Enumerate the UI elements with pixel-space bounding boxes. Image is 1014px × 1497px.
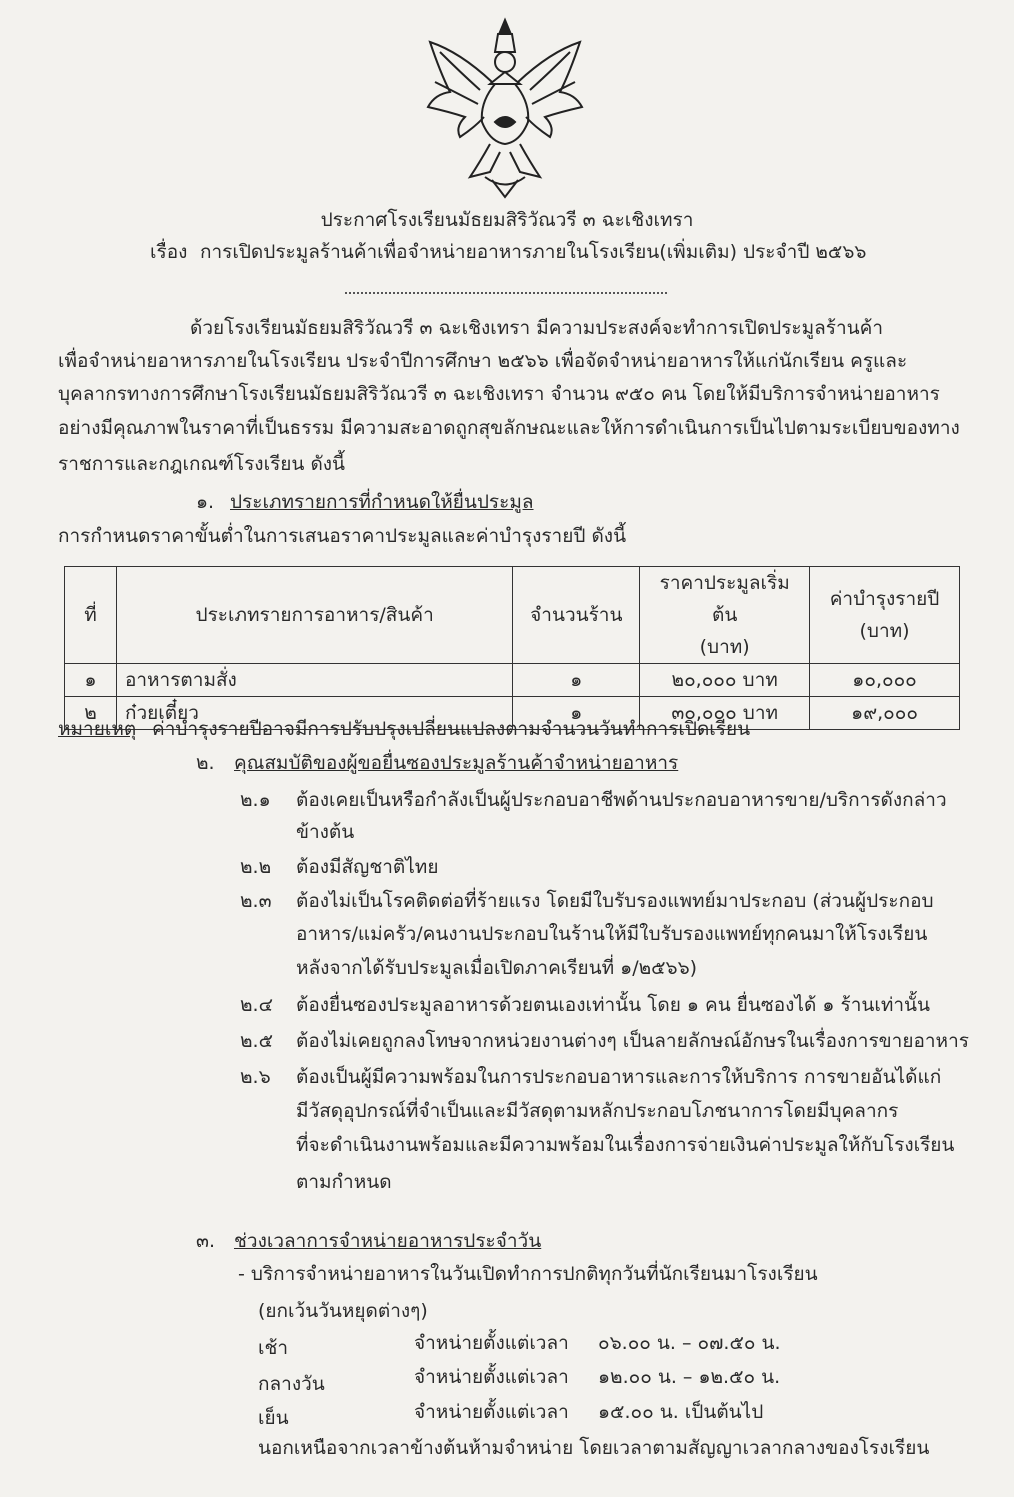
item-number: ๒.๒ — [240, 856, 272, 878]
item-number: ๒.๔ — [240, 994, 273, 1016]
section2-heading: คุณสมบัติของผู้ขอยื่นซองประมูลร้านค้าจำหน่ายอาหาร — [234, 752, 679, 774]
item-line: ตามกำหนด — [296, 1171, 392, 1193]
intro-line: ราชการและกฎเกณฑ์โรงเรียน ดังนี้ — [58, 453, 346, 475]
table-header-no: ที่ — [65, 567, 117, 664]
item-line: ที่จะดำเนินงานพร้อมและมีความพร้อมในเรื่องการจ่ายเงินค่าประมูลให้กับโรงเรียน — [296, 1134, 955, 1156]
item-line: ต้องไม่เคยถูกลงโทษจากหน่วยงานต่างๆ เป็นลายลักษณ์อักษรในเรื่องการขายอาหาร — [296, 1030, 969, 1052]
section1-desc: การกำหนดราคาขั้นต่ำในการเสนอราคาประมูลและค่าบำรุงรายปี ดังนี้ — [58, 525, 627, 547]
table-cell-item: ก๋วยเตี๋ยว — [116, 697, 512, 730]
table-cell-shops: ๑ — [513, 664, 640, 697]
schedule-time: ๐๖.๐๐ น. – ๐๗.๕๐ น. — [598, 1332, 781, 1354]
schedule-period: เย็น — [258, 1407, 289, 1429]
table-header-price-label: ราคาประมูลเริ่มต้น — [659, 572, 790, 626]
intro-line: อย่างมีคุณภาพในราคาที่เป็นธรรม มีความสะอาดถูกสุขลักษณะและให้การดำเนินการเป็นไปตามระเบียบของทาง — [58, 417, 960, 439]
table-header-fee-unit: (บาท) — [859, 620, 910, 642]
item-line: ต้องเคยเป็นหรือกำลังเป็นผู้ประกอบอาชีพด้านประกอบอาหารขาย/บริการดังกล่าว — [296, 789, 947, 811]
table-cell-no: ๑ — [65, 664, 117, 697]
table-cell-item: อาหารตามสั่ง — [116, 664, 512, 697]
intro-line: บุคลากรทางการศึกษาโรงเรียนมัธยมสิริวัณวรี ๓ ฉะเชิงเทรา จำนวน ๙๕๐ คน โดยให้มีบริการจำหน่ายอาหาร — [58, 383, 940, 405]
table-header-shops: จำนวนร้าน — [513, 567, 640, 664]
note-text: ค่าบำรุงรายปีอาจมีการปรับปรุงเปลี่ยนแปลงตามจำนวนวันทำการเปิดเรียน — [152, 718, 751, 740]
item-number: ๒.๓ — [240, 890, 272, 912]
schedule-label: จำหน่ายตั้งแต่เวลา — [414, 1366, 569, 1388]
schedule-label: จำหน่ายตั้งแต่เวลา — [414, 1401, 569, 1423]
table-cell-fee: ๑๐,๐๐๐ — [810, 664, 960, 697]
item-line: อาหาร/แม่ครัว/คนงานประกอบในร้านให้มีใบรับรองแพทย์ทุกคนมาให้โรงเรียน — [296, 923, 928, 945]
table-cell-fee: ๑๙,๐๐๐ — [810, 697, 960, 730]
garuda-emblem-icon — [420, 12, 590, 202]
schedule-footer: นอกเหนือจากเวลาข้างต้นห้ามจำหน่าย โดยเวลาตามสัญญาเวลากลางของโรงเรียน — [258, 1437, 930, 1459]
fee-table — [64, 566, 960, 730]
table-header-fee — [810, 567, 960, 664]
table-header-fee-label: ค่าบำรุงรายปี — [829, 588, 940, 610]
table-header-price-unit: (บาท) — [699, 636, 750, 658]
table-header-item: ประเภทรายการอาหาร/สินค้า — [116, 567, 512, 664]
table-header-row — [65, 567, 960, 664]
item-number: ๒.๕ — [240, 1030, 273, 1052]
section2-number: ๒. — [196, 752, 215, 774]
item-line: ต้องยื่นซองประมูลอาหารด้วยตนเองเท่านั้น โดย ๑ คน ยื่นซองได้ ๑ ร้านเท่านั้น — [296, 994, 931, 1016]
table-cell-shops: ๑ — [513, 697, 640, 730]
announcement-title: ประกาศโรงเรียนมัธยมสิริวัณวรี ๓ ฉะเชิงเทรา — [320, 209, 694, 231]
item-line: มีวัสดุอุปกรณ์ที่จำเป็นและมีวัสดุตามหลักประกอบโภชนาการโดยมีบุคลากร — [296, 1100, 899, 1122]
bullet-line: - บริการจำหน่ายอาหารในวันเปิดทำการปกติทุกวันที่นักเรียนมาโรงเรียน — [238, 1263, 818, 1285]
item-line: ต้องเป็นผู้มีความพร้อมในการประกอบอาหารและการให้บริการ การขายอันได้แก่ — [296, 1066, 942, 1088]
note-label: หมายเหตุ — [58, 718, 137, 740]
schedule-time: ๑๒.๐๐ น. – ๑๒.๕๐ น. — [598, 1366, 781, 1388]
section1-heading: ประเภทรายการที่กำหนดให้ยื่นประมูล — [230, 491, 534, 513]
separator-dots — [345, 292, 667, 294]
item-number: ๒.๖ — [240, 1066, 271, 1088]
section1-number: ๑. — [196, 491, 215, 513]
schedule-period: กลางวัน — [258, 1373, 325, 1395]
schedule-period: เช้า — [258, 1337, 289, 1359]
table-cell-no: ๒ — [65, 697, 117, 730]
subject-text: การเปิดประมูลร้านค้าเพื่อจำหน่ายอาหารภายในโรงเรียน(เพิ่มเติม) ประจำปี ๒๕๖๖ — [200, 241, 867, 263]
intro-line: ด้วยโรงเรียนมัธยมสิริวัณวรี ๓ ฉะเชิงเทรา มีความประสงค์จะทำการเปิดประมูลร้านค้า — [190, 317, 884, 339]
schedule-label: จำหน่ายตั้งแต่เวลา — [414, 1332, 569, 1354]
schedule-time: ๑๕.๐๐ น. เป็นต้นไป — [598, 1401, 764, 1423]
table-row — [65, 664, 960, 697]
item-line: หลังจากได้รับประมูลเมื่อเปิดภาคเรียนที่ ๑/๒๕๖๖) — [296, 957, 698, 979]
item-number: ๒.๑ — [240, 789, 271, 811]
bullet-line: (ยกเว้นวันหยุดต่างๆ) — [258, 1300, 428, 1322]
intro-line: เพื่อจำหน่ายอาหารภายในโรงเรียน ประจำปีการศึกษา ๒๕๖๖ เพื่อจัดจำหน่ายอาหารให้แก่นักเรียน ครูและ — [58, 350, 908, 372]
section3-heading: ช่วงเวลาการจำหน่ายอาหารประจำวัน — [234, 1230, 542, 1252]
item-line: ต้องไม่เป็นโรคติดต่อที่ร้ายแรง โดยมีใบรับรองแพทย์มาประกอบ (ส่วนผู้ประกอบ — [296, 890, 934, 912]
section3-number: ๓. — [196, 1230, 216, 1252]
table-cell-price: ๓๐,๐๐๐ บาท — [640, 697, 810, 730]
item-line: ข้างต้น — [296, 821, 355, 843]
item-line: ต้องมีสัญชาติไทย — [296, 856, 439, 878]
subject-label: เรื่อง — [150, 241, 188, 263]
table-cell-price: ๒๐,๐๐๐ บาท — [640, 664, 810, 697]
table-header-price — [640, 567, 810, 664]
